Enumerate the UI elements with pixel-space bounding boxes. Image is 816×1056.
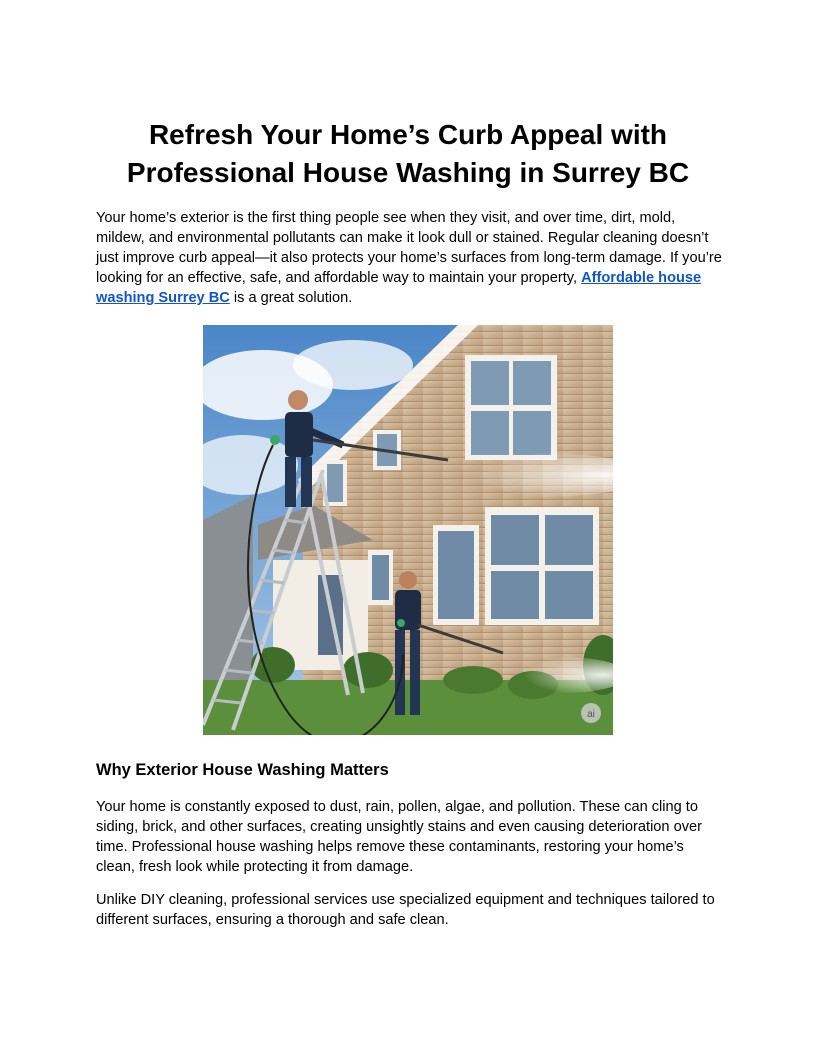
- affordable-house-washing-link[interactable]: Affordable house washing Surrey BC: [96, 270, 702, 306]
- intro-paragraph: [96, 208, 722, 308]
- intro-text: Your home’s exterior is the first thing people see when they visit, and over time, dirt, mold, mildew, and environmental pollutants can make it look dull or stained. Regular cleaning doesn’t just improve curb appeal—it also protects your home’s surfaces from long-term damage. If you’re looking for an effective, safe, and affordable way to maintain your property,: [96, 210, 722, 286]
- house-washing-photo: [203, 325, 613, 735]
- title-line-1: Refresh Your Home’s Curb Appeal with: [148, 119, 668, 150]
- body-paragraph: Your home is constantly exposed to dust, rain, pollen, algae, and pollution. These can cling to siding, brick, and other surfaces, creating unsightly stains and even causing deterioration over time. Professional house washing helps remove these contaminants, restoring your home’s clean, fresh look while protecting it from damage.: [96, 799, 702, 875]
- page-title: [96, 116, 720, 192]
- body-paragraph: Unlike DIY cleaning, professional services use specialized equipment and techniques tailored to different surfaces, ensuring a thorough and safe clean.: [96, 892, 715, 928]
- section-heading: Why Exterior House Washing Matters: [96, 761, 389, 779]
- intro-text-end: is a great solution.: [229, 290, 353, 306]
- title-line-2: Professional House Washing in Surrey BC: [126, 157, 690, 188]
- ai-watermark: ai: [587, 709, 595, 720]
